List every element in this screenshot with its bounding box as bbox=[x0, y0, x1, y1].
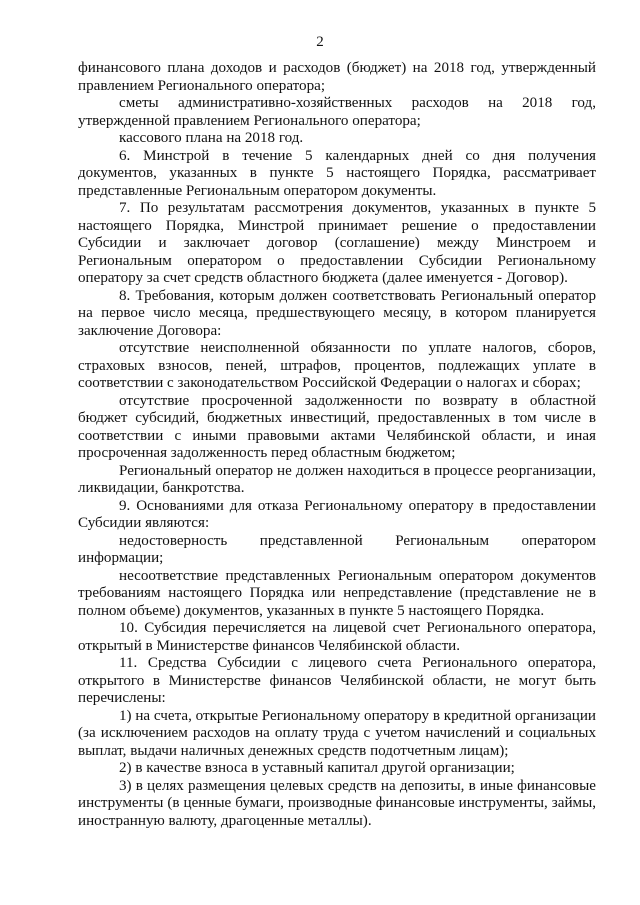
paragraph: 7. По результатам рассмотрения документов, указанных в пункте 5 настоящего Порядка, Минстрой принимает решение о предоставлении Субсидии и заключает договор (соглашение) между Минстроем и Региональным оператором о предоставлении Субсидии Региональному оператору за счет средств областного бюджета (далее именуется - Договор). bbox=[78, 200, 596, 286]
paragraph: отсутствие неисполненной обязанности по уплате налогов, сборов, страховых взносов, пеней, штрафов, процентов, подлежащих уплате в соответствии с законодательством Российской Федерации о налогах и сборах; bbox=[78, 340, 596, 391]
paragraph: недостоверность представленной Региональным оператором информации; bbox=[78, 532, 596, 566]
paragraph: 6. Минстрой в течение 5 календарных дней со дня получения документов, указанных в пункте 5 настоящего Порядка, рассматривает представленные Региональным оператором документы. bbox=[78, 147, 596, 199]
paragraph: отсутствие просроченной задолженности по возврату в областной бюджет субсидий, бюджетных инвестиций, предоставленных в том числе в соответствии с иными правовыми актами Челябинской области, и иная просроченная задолженность перед областным бюджетом; bbox=[78, 392, 596, 461]
paragraph: 11. Средства Субсидии с лицевого счета Регионального оператора, открытого в Министерстве финансов Челябинской области, не могут быть перечислены: bbox=[78, 655, 596, 706]
paragraph: 3) в целях размещения целевых средств на депозиты, в иные финансовые инструменты (в ценные бумаги, производные финансовые инструменты, займы, иностранную валюту, драгоценные металлы). bbox=[78, 777, 596, 829]
paragraph: несоответствие представленных Региональным оператором документов требованиям настоящего Порядка или непредставление (представление не в полном объеме) документов, указанных в пункте 5 настоящего Порядка. bbox=[78, 567, 596, 619]
paragraph: сметы административно-хозяйственных расходов на 2018 год, утвержденной правлением Регионального оператора; bbox=[78, 95, 596, 129]
page-number: 2 bbox=[316, 34, 324, 50]
paragraph: 8. Требования, которым должен соответствовать Региональный оператор на первое число месяца, предшествующего месяцу, в котором планируется заключение Договора: bbox=[78, 287, 596, 339]
paragraph: 2) в качестве взноса в уставный капитал другой организации; bbox=[119, 760, 515, 776]
paragraph: 1) на счета, открытые Региональному оператору в кредитной организации (за исключением расходов на оплату труда с учетом начислений и социальных выплат, выдачи наличных денежных средств подотчетным лицам); bbox=[78, 707, 596, 759]
document-body bbox=[78, 60, 596, 830]
paragraph: 10. Субсидия перечисляется на лицевой счет Регионального оператора, открытый в Министерстве финансов Челябинской области. bbox=[78, 620, 596, 654]
paragraph: финансового плана доходов и расходов (бюджет) на 2018 год, утвержденный правлением Регионального оператора; bbox=[78, 60, 596, 94]
paragraph: кассового плана на 2018 год. bbox=[119, 130, 304, 146]
paragraph: Региональный оператор не должен находиться в процессе реорганизации, ликвидации, банкротства. bbox=[78, 462, 596, 496]
paragraph: 9. Основаниями для отказа Региональному оператору в предоставлении Субсидии являются: bbox=[78, 497, 596, 531]
